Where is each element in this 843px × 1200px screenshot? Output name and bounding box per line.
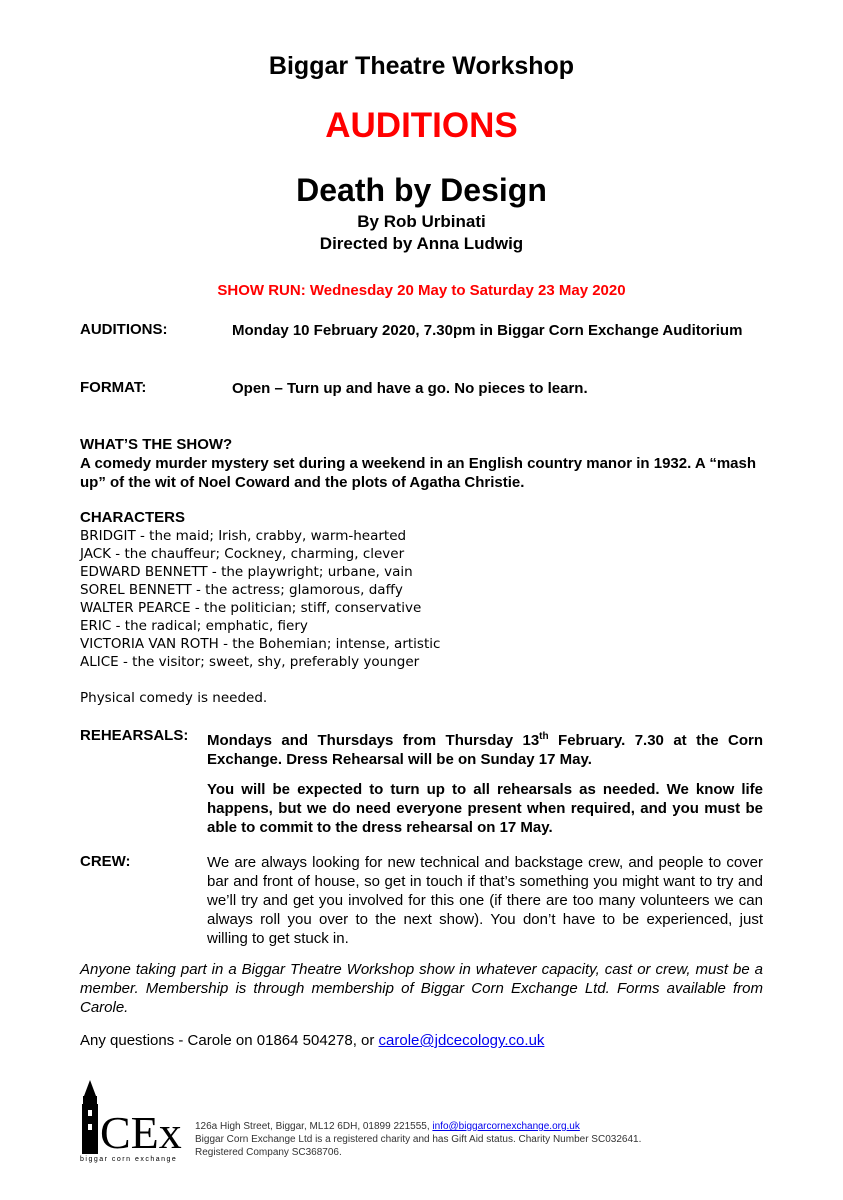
footer-charity: Biggar Corn Exchange Ltd is a registered charity and has Gift Aid status. Charity Number SC032641. [195, 1134, 642, 1145]
rehearsals-schedule-end: February. 7.30 at the Corn Exchange. Dress Rehearsal will be on Sunday 17 May. [207, 732, 763, 768]
characters-list [80, 527, 763, 671]
character-item: SOREL BENNETT - the actress; glamorous, daffy [80, 582, 403, 598]
character-item: EDWARD BENNETT - the playwright; urbane, vain [80, 564, 413, 580]
rehearsals-label: REHEARSALS: [80, 727, 189, 744]
play-title: Death by Design [296, 172, 547, 208]
auditions-value: Monday 10 February 2020, 7.30pm in Biggar Corn Exchange Auditorium [232, 322, 743, 339]
format-value: Open – Turn up and have a go. No pieces to learn. [232, 380, 588, 397]
logo-text: CEx [100, 1107, 182, 1158]
show-heading: WHAT’S THE SHOW? [80, 436, 233, 453]
format-label: FORMAT: [80, 379, 147, 396]
character-item: JACK - the chauffeur; Cockney, charming, clever [80, 546, 405, 562]
character-item: VICTORIA VAN ROTH - the Bohemian; intense, artistic [80, 636, 441, 652]
auditions-label: AUDITIONS: [80, 321, 168, 338]
footer-address-text: 126a High Street, Biggar, ML12 6DH, 01899 221555, [195, 1121, 433, 1132]
play-director: Directed by Anna Ludwig [319, 234, 524, 253]
show-description: A comedy murder mystery set during a weekend in an English country manor in 1932. A “mash up” of the wit of Noel Coward and the plots of Agatha Christie. [80, 455, 757, 491]
rehearsals-schedule-start: Mondays and Thursdays from Thursday 13 [207, 732, 540, 749]
physical-comedy-note: Physical comedy is needed. [80, 690, 268, 706]
logo-tagline: biggar corn exchange [80, 1156, 178, 1163]
organization-name: Biggar Theatre Workshop [268, 52, 575, 80]
contact-email-link[interactable]: carole@jdcecology.co.uk [378, 1032, 545, 1049]
footer-address [195, 1120, 755, 1133]
auditions-banner: AUDITIONS [325, 106, 518, 145]
characters-heading: CHARACTERS [80, 509, 185, 526]
crew-text: We are always looking for new technical and backstage crew, and people to cover bar and front of house, so get in touch if that’s something you might want to try and we’ll try and get you involved for this one (if there are too many volunteers we can always roll you over to the next show). You don’t have to be experienced, just willing to get stuck in. [207, 854, 763, 947]
footer-email-link[interactable]: info@biggarcornexchange.org.uk [432, 1121, 580, 1132]
cex-logo [78, 1076, 190, 1166]
footer-company: Registered Company SC368706. [195, 1147, 342, 1158]
play-author: By Rob Urbinati [357, 212, 486, 231]
membership-note: Anyone taking part in a Biggar Theatre Workshop show in whatever capacity, cast or crew, must be a member. Membership is through membership of Biggar Corn Exchange Ltd. Forms available from Carole. [80, 961, 763, 1016]
ordinal-suffix: th [539, 731, 549, 742]
character-item: WALTER PEARCE - the politician; stiff, conservative [80, 600, 422, 616]
crew-label: CREW: [80, 853, 131, 870]
show-run: SHOW RUN: Wednesday 20 May to Saturday 23 May 2020 [217, 282, 626, 299]
rehearsals-attendance: You will be expected to turn up to all rehearsals as needed. We know life happens, but we do need everyone present when required, and you must be able to commit to the dress rehearsal on 17 May. [207, 781, 763, 836]
character-item: ALICE - the visitor; sweet, shy, preferably younger [80, 654, 420, 670]
contact-line [80, 1031, 544, 1050]
rehearsals-schedule [207, 727, 763, 769]
footer-info [195, 1120, 755, 1159]
character-item: BRIDGIT - the maid; Irish, crabby, warm-hearted [80, 528, 407, 544]
character-item: ERIC - the radical; emphatic, fiery [80, 618, 308, 634]
contact-text: Any questions - Carole on 01864 504278, or [80, 1032, 379, 1049]
